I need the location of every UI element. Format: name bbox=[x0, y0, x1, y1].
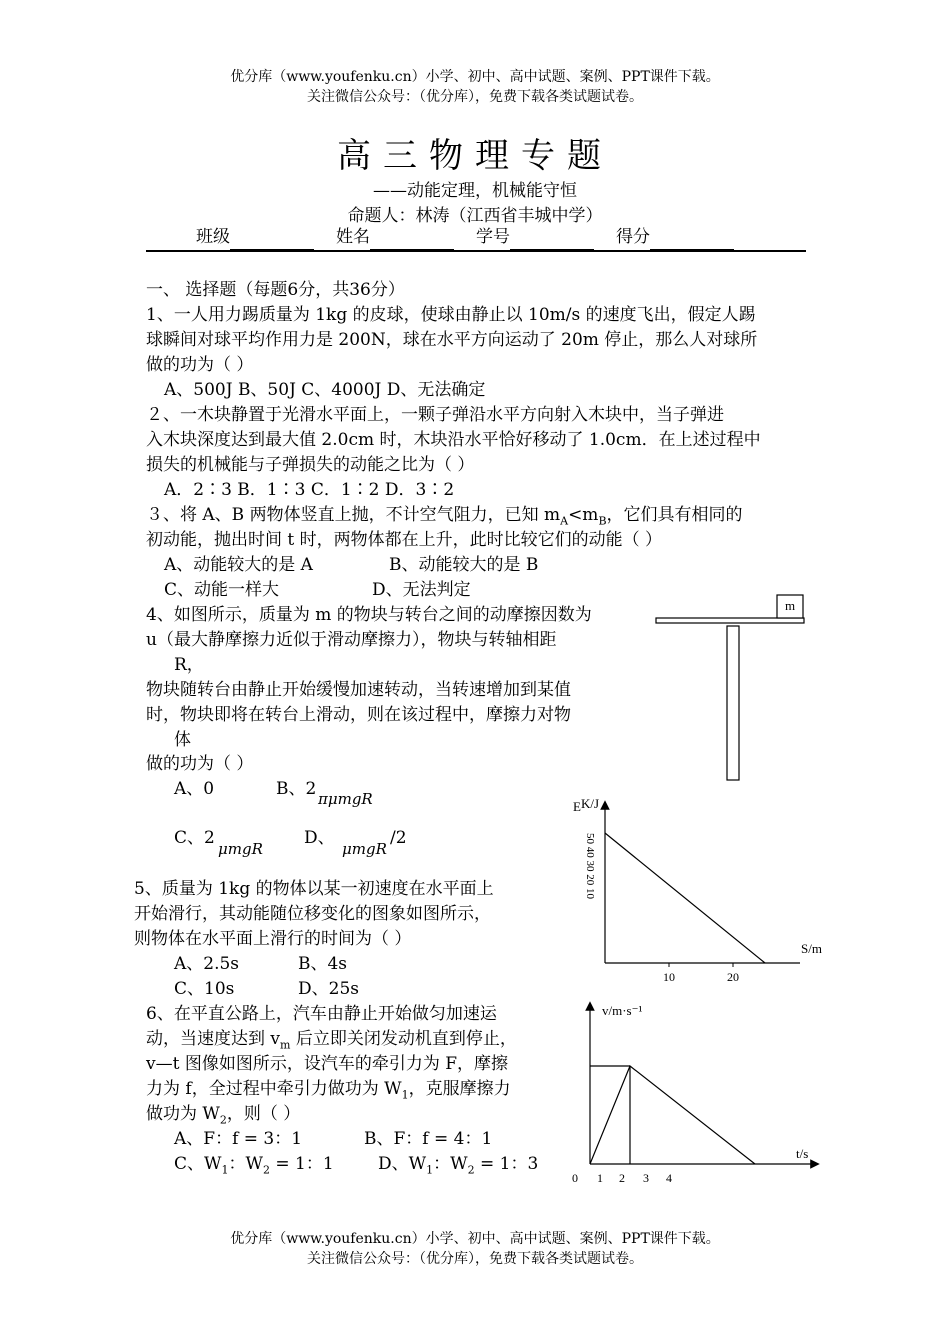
q4-line-3: R， bbox=[174, 655, 204, 675]
vt-chart bbox=[560, 998, 830, 1190]
q2-line-3: 损失的机械能与子弹损失的动能之比为（ ） bbox=[146, 455, 475, 475]
q3-less-than: <m bbox=[568, 505, 599, 525]
q4-option-b: B、2 bbox=[276, 779, 317, 799]
turntable-disc bbox=[656, 618, 804, 623]
q5-line-2: 开始滑行，其动能随位移变化的图象如图所示， bbox=[134, 904, 491, 924]
info-fields bbox=[196, 225, 734, 250]
q6-option-d-tail: = 1：3 bbox=[474, 1154, 539, 1174]
name-label: 姓名 bbox=[336, 227, 370, 247]
number-label: 学号 bbox=[476, 227, 510, 247]
q6-option-d-mid: ：W bbox=[433, 1154, 468, 1174]
q2-line-2: 入木块深度达到最大值 2.0cm 时，木块沿水平恰好移动了 1.0cm．在上述过程中 bbox=[146, 430, 761, 450]
vt-x-tick-label: 0 bbox=[572, 1171, 578, 1185]
q5-option-d: D、25s bbox=[298, 979, 359, 999]
q6-line-3: v—t 图像如图所示，设汽车的牵引力为 F，摩擦 bbox=[146, 1054, 509, 1074]
section-heading: 一、 选择题（每题6分，共36分） bbox=[146, 280, 405, 300]
q4-line-5: 时，物块即将在转台上滑动，则在该过程中，摩擦力对物 bbox=[146, 705, 571, 725]
q4-line-1: 4、如图所示，质量为 m 的物块与转台之间的动摩擦因数为 bbox=[146, 605, 592, 625]
q6-line-2-tail: 后立即关闭发动机直到停止， bbox=[290, 1029, 517, 1049]
q3-subscript-a: A bbox=[560, 514, 569, 528]
q6-w1-subscript: 1 bbox=[401, 1088, 409, 1102]
q2-options: A．2∶3 B．1∶3 C．1∶2 D．3∶2 bbox=[164, 480, 455, 500]
title-rule bbox=[146, 250, 806, 252]
q1-line-1: 1、一人用力踢质量为 1kg 的皮球，使球由静止以 10m/s 的速度飞出，假定人踢 bbox=[146, 305, 756, 325]
vt-x-tick-label: 1 bbox=[597, 1171, 603, 1185]
ek-y-ticks bbox=[584, 833, 596, 900]
q6-option-b: B、F：f = 4：1 bbox=[364, 1129, 493, 1149]
q3-subscript-b: B bbox=[598, 514, 607, 528]
header-line-1: 优分库（www.youfenku.cn）小学、初中、高中试题、案例、PPT课件下载。 bbox=[230, 69, 720, 85]
subtitle: ——动能定理，机械能守恒 bbox=[373, 181, 577, 201]
number-blank bbox=[510, 233, 594, 250]
q3-option-a: A、动能较大的是 A bbox=[164, 555, 313, 575]
q3-line-2: 初动能，抛出时间 t 时，两物体都在上升，此时比较它们的动能（ ） bbox=[146, 530, 663, 550]
q3-option-c: C、动能一样大 bbox=[164, 580, 280, 600]
score-blank bbox=[650, 233, 734, 250]
score-label: 得分 bbox=[616, 227, 650, 247]
q6-option-a: A、F：f = 3：1 bbox=[174, 1129, 303, 1149]
ek-y-label: EK/J bbox=[573, 796, 600, 814]
name-blank bbox=[370, 233, 454, 250]
q5-option-a: A、2.5s bbox=[174, 954, 240, 974]
q4-option-a: A、0 bbox=[174, 779, 215, 799]
vt-y-label: v/m·s⁻¹ bbox=[602, 1003, 643, 1018]
ek-series-line bbox=[605, 833, 765, 963]
q3-option-b: B、动能较大的是 B bbox=[389, 555, 539, 575]
q6-line-4-text: 力为 f，全过程中牵引力做功为 W bbox=[146, 1079, 402, 1099]
footer-line-2: 关注微信公众号：（优分库），免费下载各类试题试卷。 bbox=[307, 1251, 643, 1267]
q6-option-c-sub1: 1 bbox=[221, 1163, 229, 1177]
q5-line-3: 则物体在水平面上滑行的时间为（ ） bbox=[134, 929, 412, 949]
q6-line-4-tail: ，克服摩擦力 bbox=[408, 1079, 511, 1099]
q4-option-d: D、 bbox=[304, 828, 335, 848]
q6-line-5-text: 做功为 W bbox=[146, 1104, 220, 1124]
vt-x-ticks bbox=[572, 1171, 672, 1185]
header-line-2: 关注微信公众号：（优分库），免费下载各类试题试卷。 bbox=[307, 89, 643, 105]
class-label: 班级 bbox=[196, 227, 230, 247]
vt-x-tick-label: 4 bbox=[666, 1171, 672, 1185]
vt-series-line bbox=[590, 1066, 755, 1164]
ek-x-tick-label: 10 bbox=[663, 970, 675, 984]
block-m-label: m bbox=[784, 598, 796, 613]
q6-w2-subscript: 2 bbox=[219, 1113, 227, 1127]
q4-line-4: 物块随转台由静止开始缓慢加速转动，当转速增加到某值 bbox=[146, 680, 571, 700]
q6-option-c-tail: = 1：1 bbox=[269, 1154, 334, 1174]
vt-x-label: t/s bbox=[796, 1146, 809, 1161]
q1-options: A、500J B、50J C、4000J D、无法确定 bbox=[164, 380, 486, 400]
ek-x-ticks bbox=[663, 963, 739, 984]
q4-option-d-tail: /2 bbox=[390, 828, 407, 848]
q6-option-c bbox=[174, 1152, 334, 1182]
vt-x-tick-label: 3 bbox=[643, 1171, 649, 1185]
q4-option-c: C、2 bbox=[174, 828, 215, 848]
turntable-figure bbox=[655, 590, 810, 785]
q1-line-3: 做的功为（ ） bbox=[146, 355, 254, 375]
q4-option-b-expr: πμmgR bbox=[318, 790, 373, 808]
q6-option-c-mid: ：W bbox=[228, 1154, 263, 1174]
q6-vm-subscript: m bbox=[280, 1038, 291, 1052]
ek-s-chart bbox=[565, 795, 840, 990]
q3-line-1-text: ３、将 A、B 两物体竖直上抛，不计空气阻力，已知 m bbox=[146, 505, 561, 525]
q4-line-2: u（最大静摩擦力近似于滑动摩擦力），物块与转轴相距 bbox=[146, 630, 557, 650]
author: 命题人：林涛（江西省丰城中学） bbox=[347, 206, 603, 226]
q6-line-1: 6、在平直公路上，汽车由静止开始做匀加速运 bbox=[146, 1004, 497, 1024]
q2-line-1: ２、一木块静置于光滑水平面上，一颗子弹沿水平方向射入木块中，当子弹进 bbox=[146, 405, 724, 425]
q5-option-c: C、10s bbox=[174, 979, 235, 999]
q6-option-d-text: D、W bbox=[378, 1154, 427, 1174]
ek-x-axis-label: S/m bbox=[801, 941, 822, 956]
q6-option-d bbox=[378, 1152, 538, 1182]
turntable-shaft bbox=[727, 626, 739, 780]
page-title: 高三物理专题 bbox=[337, 136, 613, 176]
q6-option-d-sub2: 2 bbox=[467, 1163, 475, 1177]
q3-option-d: D、无法判定 bbox=[372, 580, 471, 600]
q6-option-c-sub2: 2 bbox=[262, 1163, 270, 1177]
q4-option-c-expr: μmgR bbox=[218, 840, 263, 858]
q4-option-d-expr: μmgR bbox=[342, 840, 387, 858]
q5-option-b: B、4s bbox=[298, 954, 348, 974]
q6-line-2-text: 动，当速度达到 v bbox=[146, 1029, 281, 1049]
q4-line-7: 做的功为（ ） bbox=[146, 754, 254, 774]
q6-line-5-tail: ，则（ ） bbox=[226, 1104, 301, 1124]
q3-line-1-tail: ，它们具有相同的 bbox=[606, 505, 743, 525]
q6-option-d-sub1: 1 bbox=[426, 1163, 434, 1177]
q4-line-6: 体 bbox=[174, 730, 191, 750]
q1-line-2: 球瞬间对球平均作用力是 200N，球在水平方向运动了 20m 停止，那么人对球所 bbox=[146, 330, 758, 350]
vt-x-tick-label: 2 bbox=[619, 1171, 625, 1185]
ek-y-tick-labels: 50 40 30 20 10 bbox=[584, 833, 596, 899]
footer-line-1: 优分库（www.youfenku.cn）小学、初中、高中试题、案例、PPT课件下载。 bbox=[230, 1231, 720, 1247]
class-blank bbox=[230, 233, 314, 250]
ek-x-tick-label: 20 bbox=[727, 970, 739, 984]
q6-option-c-text: C、W bbox=[174, 1154, 222, 1174]
q5-line-1: 5、质量为 1kg 的物体以某一初速度在水平面上 bbox=[134, 879, 494, 899]
